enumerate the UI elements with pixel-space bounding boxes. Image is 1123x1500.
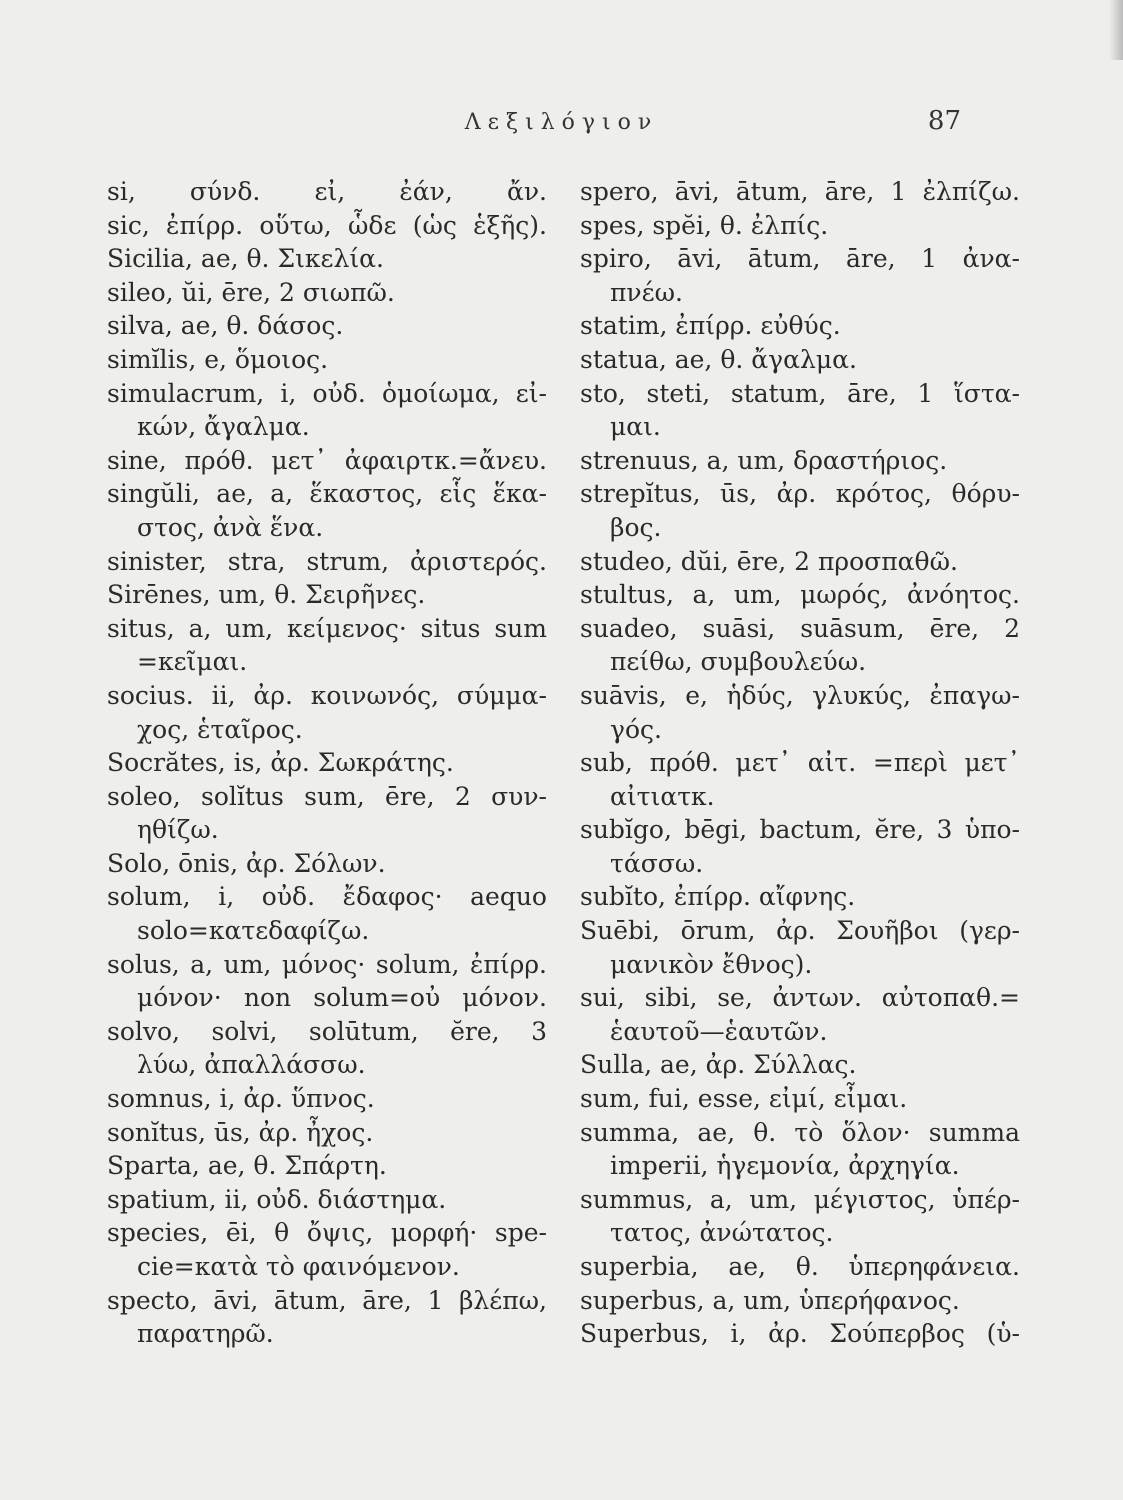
entry-line: τατος, ἀνώτατος. [610,1218,834,1248]
entry-line: si, σύνδ. εἰ, ἐάν, ἄν. [107,177,547,206]
entry-line: statim, ἐπίρρ. εὐθύς. [580,311,841,341]
entry-line: solvo, solvi, solūtum, ĕre, 3 [107,1016,547,1046]
entry-line: spatium, ii, οὐδ. διάστημα. [107,1184,447,1214]
entry-line: cie=κατὰ τὸ φαινόμενον. [137,1252,460,1281]
entry-line: χος, ἑταῖρος. [137,714,303,744]
entry-line: Superbus, i, ἀρ. Σούπερβος (ὑ- [580,1319,1020,1349]
entry-line: sinister, stra, strum, ἀριστερός. [107,546,547,576]
entry-line: sum, fui, esse, εἰμί, εἶμαι. [580,1084,908,1114]
entry-line: solus, a, um, μόνος· solum, ἐπίρρ. [107,949,547,979]
entry-line: statua, ae, θ. ἄγαλμα. [580,344,857,374]
entry-line: summa, ae, θ. τὸ ὅλον· summa [580,1117,1020,1147]
entry-line: Solo, ōnis, ἀρ. Σόλων. [107,848,386,878]
entry-line: soleo, solĭtus sum, ēre, 2 συν- [107,781,547,811]
entry-line: sonĭtus, ūs, ἀρ. ἦχος. [107,1117,374,1147]
entry-line: spiro, āvi, ātum, āre, 1 ἀνα- [580,244,1020,274]
entry-line: παρατηρῶ. [137,1319,274,1349]
entry-line: silva, ae, θ. δάσος. [107,311,344,341]
entry-line: situs, a, um, κείμενος· situs sum [107,613,547,643]
entry-line: =κεῖμαι. [137,647,248,677]
entry-line: στος, ἀνὰ ἕνα. [137,512,324,542]
entry-line: imperii, ἡγεμονία, ἀρχηγία. [610,1151,960,1181]
entry-line: species, ēi, θ ὄψις, μορφή· spe- [107,1218,547,1248]
entry-line: μόνον· non solum=οὐ μόνον. [137,983,547,1013]
entry-line: μανικὸν ἔθνος). [610,949,813,979]
entry-line: suāvis, e, ἡδύς, γλυκύς, ἐπαγω- [580,680,1020,710]
entry-line: superbus, a, um, ὑπερήφανος. [580,1285,960,1315]
entry-line: somnus, i, ἀρ. ὕπνος. [107,1084,375,1114]
entry-line: subĭto, ἐπίρρ. αἴφνης. [580,882,856,912]
entry-line: sui, sibi, se, ἀντων. αὐτοπαθ.= [580,983,1020,1013]
entry-line: Suēbi, ōrum, ἀρ. Σουῆβοι (γερ- [580,916,1020,946]
entry-line: subĭgo, bēgi, bactum, ĕre, 3 ὑπο- [580,815,1020,845]
entry-line: τάσσω. [610,848,704,878]
page-edge-shadow [1109,0,1123,60]
entry-line: βος. [610,512,662,542]
entry-line: sub, πρόθ. μετ᾽ αἰτ. =περὶ μετ᾽ [580,748,1020,778]
entry-line: strenuus, a, um, δραστήριος. [580,445,948,475]
running-header-title: Λεξιλόγιον [464,110,659,135]
entry-line: Sicilia, ae, θ. Σικελία. [107,244,384,274]
entry-line: sine, πρόθ. μετ᾽ ἀφαιρτκ.=ἄνευ. [107,445,547,475]
left-column [107,175,547,1351]
entry-line: superbia, ae, θ. ὑπερηφάνεια. [580,1252,1020,1281]
entry-line: solum, i, οὐδ. ἔδαφος· aequo [107,882,547,912]
entry-line: ηθίζω. [137,815,219,845]
entry-line: κών, ἄγαλμα. [137,412,310,442]
entry-line: sileo, ŭi, ēre, 2 σιωπῶ. [107,277,395,307]
entry-line: spes, spĕi, θ. ἐλπίς. [580,210,829,240]
entry-line: μαι. [610,412,661,442]
entry-line: studeo, dŭi, ēre, 2 προσπαθῶ. [580,546,958,576]
entry-line: stultus, a, um, μωρός, ἀνόητος. [580,580,1020,610]
entry-line: γός. [610,714,662,744]
entry-line: specto, āvi, ātum, āre, 1 βλέπω, [107,1285,547,1315]
entry-line: socius. ii, ἀρ. κοινωνός, σύμμα- [107,680,547,710]
entry-line: Sparta, ae, θ. Σπάρτη. [107,1151,387,1181]
entry-line: strepĭtus, ūs, ἀρ. κρότος, θόρυ- [580,479,1020,509]
entry-line: suadeo, suāsi, suāsum, ēre, 2 [580,613,1020,643]
entry-line: Sirēnes, um, θ. Σειρῆνες. [107,580,426,610]
entry-line: πείθω, συμβουλεύω. [610,647,867,677]
entry-line: simĭlis, e, ὅμοιος. [107,344,329,374]
entry-line: sto, steti, statum, āre, 1 ἵστα- [580,378,1020,408]
entry-line: sic, ἐπίρρ. οὕτω, ὧδε (ὡς ἑξῆς). [107,210,547,240]
page-number: 87 [927,106,961,136]
entry-line: Sulla, ae, ἀρ. Σύλλας. [580,1050,857,1080]
entry-line: solo=κατεδαφίζω. [137,916,370,946]
entry-line: singŭli, ae, a, ἕκαστος, εἷς ἕκα- [107,479,547,509]
entry-line: Socrătes, is, ἀρ. Σωκράτης. [107,748,454,778]
entry-line: λύω, ἀπαλλάσσω. [137,1050,366,1080]
entry-line: ἑαυτοῦ—ἑαυτῶν. [610,1016,828,1046]
entry-line: πνέω. [610,277,683,307]
entry-line: spero, āvi, ātum, āre, 1 ἐλπίζω. [580,177,1020,206]
entry-line: simulacrum, i, οὐδ. ὁμοίωμα, εἰ- [107,378,547,408]
right-column [580,175,1020,1351]
entry-line: summus, a, um, μέγιστος, ὑπέρ- [580,1184,1020,1214]
entry-line: αἰτιατκ. [610,781,715,811]
